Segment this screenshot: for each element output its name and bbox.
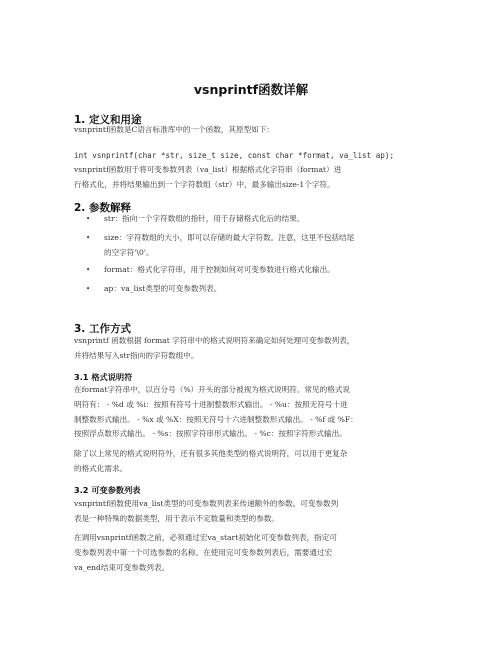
text-line: va_end结束可变参数列表。 <box>74 562 170 572</box>
section-heading-definition: 1. 定义和用途 <box>74 114 142 126</box>
function-prototype: int vsnprintf(char *str, size_t size, const char *format, va_list ap); <box>74 151 395 160</box>
list-item-size <box>104 231 434 261</box>
list-item-format <box>104 263 434 278</box>
text-line: size：字符数组的大小，即可以存储的最大字符数。注意，这里不包括结尾 <box>104 233 355 242</box>
text-line: format：格式化字符串，用于控制如何对可变参数进行格式化输出。 <box>104 265 335 274</box>
text-line: 在调用vsnprintf函数之前，必须通过宏va_start初始化可变参数列表，指定可 <box>74 533 337 542</box>
text-line: 变参数列表中第一个可选参数的名称。在使用完可变参数列表后，需要通过宏 <box>74 547 333 557</box>
paragraph-va-start-end <box>74 531 434 575</box>
text-line: 的格式化需求。 <box>74 463 128 473</box>
paragraph-other-specifiers <box>74 447 434 477</box>
paragraph-purpose <box>74 163 434 193</box>
bullet-marker: • <box>86 285 91 293</box>
section-heading-how-it-works: 3. 工作方式 <box>74 323 131 335</box>
text-line: 的空字符'\0'。 <box>104 247 154 257</box>
section-heading-parameters: 2. 参数解释 <box>74 202 131 214</box>
paragraph-intro: vsnprintf函数是C语言标准库中的一个函数，其原型如下： <box>74 125 275 134</box>
text-line: vsnprintf函数使用va_list类型的可变参数列表来传递额外的参数。可变参数列 <box>74 499 339 508</box>
paragraph-format-specifiers <box>74 383 434 442</box>
text-line: vsnprintf函数用于将可变参数列表（va_list）根据格式化字符串（format）进 <box>74 165 342 174</box>
text-line: ap：va_list类型的可变参数列表。 <box>104 284 222 293</box>
text-line: 表是一种特殊的数据类型，用于表示不定数量和类型的参数。 <box>74 513 280 523</box>
document-title: vsnprintf函数详解 <box>193 82 309 97</box>
text-line: 按照浮点数形式输出。 - %s：按照字符串形式输出。 - %c：按照字符形式输出。 <box>74 429 347 439</box>
bullet-marker: • <box>86 234 91 242</box>
bullet-marker: • <box>86 215 91 223</box>
text-line: 行格式化，并将结果输出到一个字符数组（str）中，最多输出size-1个字符。 <box>74 179 335 189</box>
text-line: 制整数形式输出。 - %x 或 %X：按照无符号十六进制整数形式输出。 - %f 或 %F： <box>74 414 358 424</box>
subsection-heading-va-list: 3.2 可变参数列表 <box>74 485 141 495</box>
paragraph-mechanism <box>74 334 434 364</box>
list-item-str <box>104 212 434 227</box>
paragraph-va-list <box>74 497 434 527</box>
text-line: 在format字符串中，以百分号（%）开头的部分被视为格式说明符。常见的格式说 <box>74 385 351 394</box>
list-item-ap <box>104 282 434 297</box>
bullet-marker: • <box>86 266 91 274</box>
text-line: 除了以上常见的格式说明符外，还有很多其他类型的格式说明符，可以用于更复杂 <box>74 449 348 458</box>
text-line: 明符有： - %d 或 %i：按照有符号十进制整数形式输出。 - %u：按照无符号十进 <box>74 399 348 409</box>
text-line: vsnprintf 函数根据 format 字符串中的格式说明符来确定如何处理可变参数列表， <box>74 336 355 345</box>
text-line: 并将结果写入str指向的字符数组中。 <box>74 350 199 360</box>
subsection-heading-format-specifiers: 3.1 格式说明符 <box>74 372 133 382</box>
text-line: str：指向一个字符数组的指针，用于存储格式化后的结果。 <box>104 214 305 223</box>
